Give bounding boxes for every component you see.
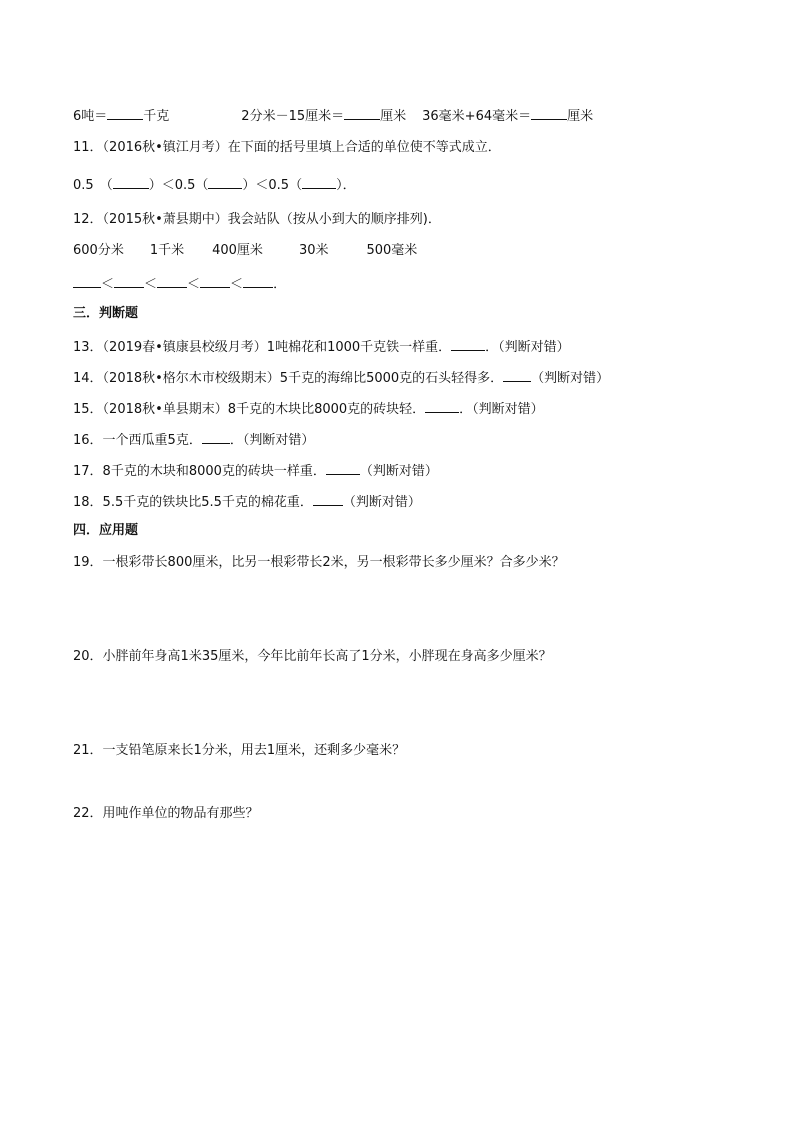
- answer-blank[interactable]: [531, 105, 567, 120]
- section-4-heading: 四．应用题: [73, 523, 139, 538]
- answer-blank[interactable]: [451, 336, 485, 351]
- q11-compare-2: ）＜0.5（: [242, 178, 303, 193]
- answer-blank[interactable]: [425, 398, 459, 413]
- less-than: ＜: [187, 277, 201, 292]
- less-than: ＜: [144, 277, 158, 292]
- section-3-heading: 三．判断题: [73, 306, 139, 321]
- application-question: 22．用吨作单位的物品有那些？: [73, 806, 259, 821]
- judge-suffix: （判断对错）: [342, 495, 421, 510]
- answer-blank[interactable]: [302, 174, 336, 189]
- judge-text: 18．5.5千克的铁块比5.5千克的棉花重．: [73, 495, 313, 510]
- less-than: ＜: [230, 277, 244, 292]
- application-question: 19．一根彩带长800厘米，比另一根彩带长2米，另一根彩带长多少厘米？合多少米？: [73, 555, 565, 570]
- answer-blank[interactable]: [344, 105, 380, 120]
- q12-order-line: [73, 273, 286, 294]
- application-question: 21．一支铅笔原来长1分米，用去1厘米，还剩多少毫米？: [73, 743, 406, 758]
- q12-item: 500毫米: [366, 243, 418, 258]
- judge-item: [73, 336, 570, 357]
- q10a-left: 6吨＝: [73, 109, 108, 124]
- judge-suffix: （判断对错）: [359, 464, 438, 479]
- judge-item: [73, 429, 314, 450]
- q10b-left: 2分米－15厘米＝: [241, 109, 345, 124]
- q10a-right: 千克: [143, 109, 170, 124]
- q10c-right: 厘米: [567, 109, 594, 124]
- q12-item: 30米: [298, 243, 329, 258]
- judge-suffix: ．（判断对错）: [459, 402, 544, 417]
- q12-item: 400厘米: [212, 243, 263, 258]
- answer-blank[interactable]: [326, 460, 360, 475]
- answer-blank[interactable]: [157, 273, 187, 288]
- answer-blank[interactable]: [503, 367, 531, 382]
- q11-number: 0.5: [73, 178, 94, 193]
- answer-blank[interactable]: [107, 105, 143, 120]
- q12-items: [73, 242, 417, 260]
- q11-paren: （: [99, 178, 113, 193]
- less-than: ＜: [101, 277, 115, 292]
- judge-item: [73, 367, 609, 388]
- q10b-right: 厘米: [380, 109, 407, 124]
- q10-line: [73, 105, 593, 126]
- period: ．: [273, 277, 287, 292]
- q11-compare-1: ）＜0.5（: [148, 178, 209, 193]
- judge-text: 15．（2018秋•单县期末）8千克的木块比8000克的砖块轻．: [73, 402, 426, 417]
- judge-suffix: ．（判断对错）: [485, 340, 570, 355]
- judge-suffix: ．（判断对错）: [229, 433, 315, 448]
- judge-item: [73, 491, 421, 512]
- judge-item: [73, 398, 544, 419]
- application-question: 20．小胖前年身高1米35厘米，今年比前年长高了1分米，小胖现在身高多少厘米？: [73, 649, 552, 664]
- q10c-left: 36毫米+64毫米＝: [422, 109, 532, 124]
- answer-blank[interactable]: [200, 273, 230, 288]
- answer-blank[interactable]: [313, 491, 343, 506]
- q12-item: 1千米: [149, 243, 185, 258]
- judge-text: 16．一个西瓜重5克．: [73, 433, 202, 448]
- q11-compare-3: ）．: [336, 178, 356, 193]
- answer-blank[interactable]: [73, 273, 101, 288]
- q11-answer-line: [73, 174, 356, 195]
- q12-text: 12．（2015秋•萧县期中）我会站队（按从小到大的顺序排列)．: [73, 212, 441, 227]
- answer-blank[interactable]: [202, 429, 230, 444]
- answer-blank[interactable]: [208, 174, 242, 189]
- q12-item: 600分米: [73, 243, 124, 258]
- judge-suffix: （判断对错）: [531, 371, 610, 386]
- judge-text: 17．8千克的木块和8000克的砖块一样重．: [73, 464, 326, 479]
- answer-blank[interactable]: [243, 273, 273, 288]
- judge-item: [73, 460, 438, 481]
- judge-text: 14．（2018秋•格尔木市校级期末）5千克的海绵比5000克的石头轻得多．: [73, 371, 504, 386]
- judge-text: 13．（2019春•镇康县校级月考）1吨棉花和1000千克铁一样重．: [73, 340, 452, 355]
- q11-text: 11．（2016秋•镇江月考）在下面的括号里填上合适的单位使不等式成立．: [73, 140, 501, 155]
- answer-blank[interactable]: [114, 273, 144, 288]
- answer-blank[interactable]: [113, 174, 149, 189]
